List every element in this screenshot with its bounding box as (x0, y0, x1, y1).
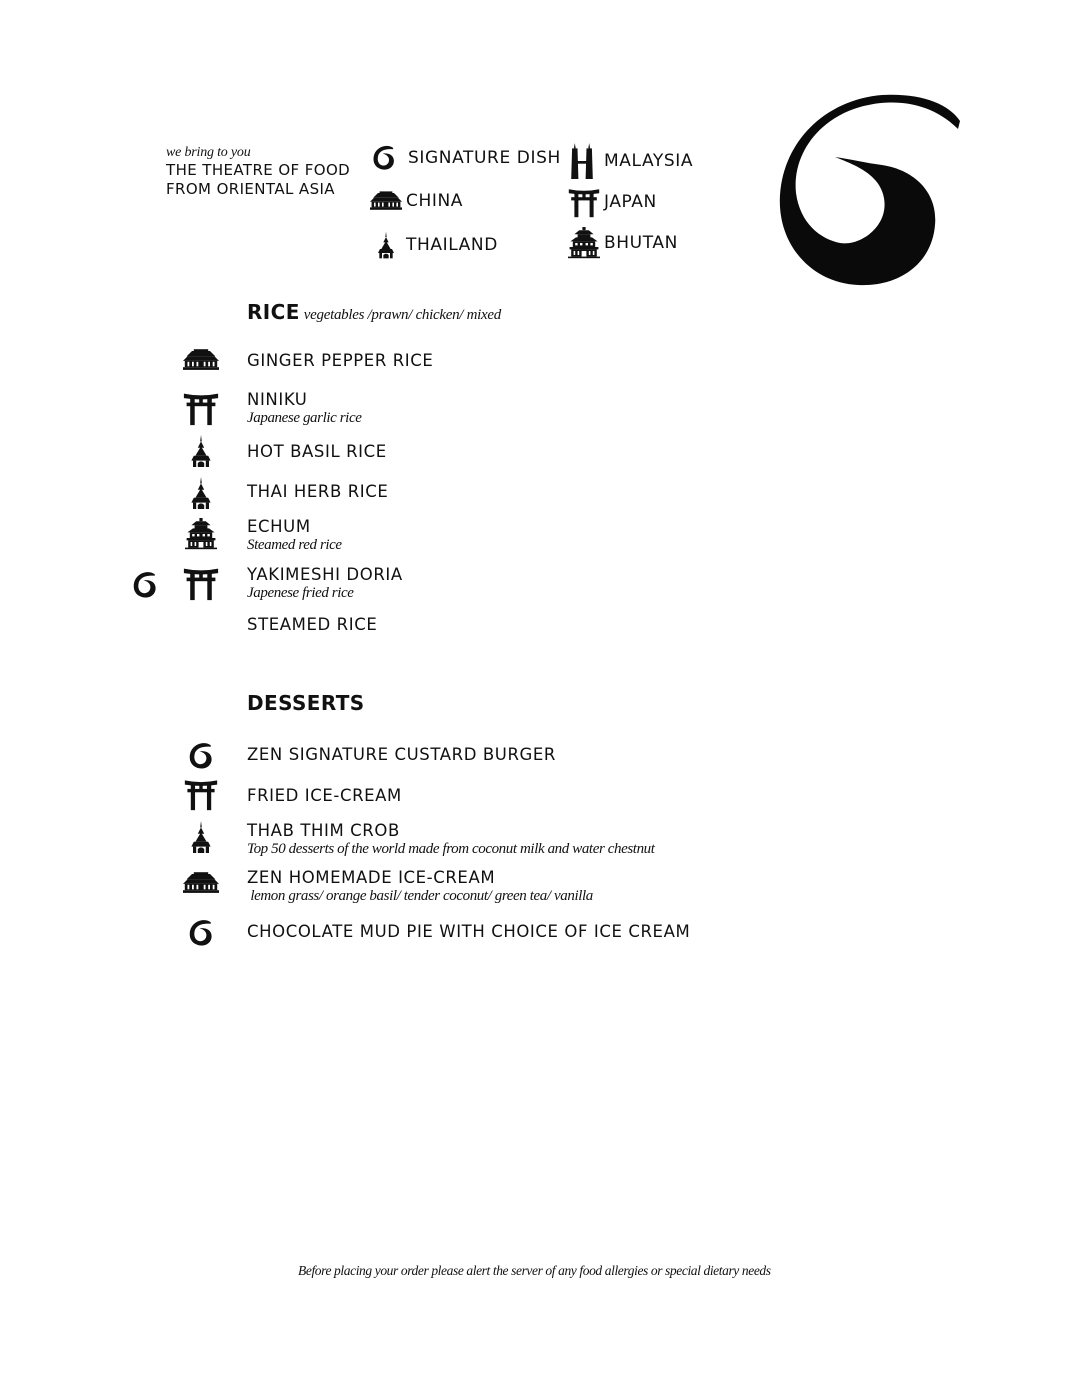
item-name: CHOCOLATE MUD PIE WITH CHOICE OF ICE CREAM (247, 922, 691, 941)
torii-gate-icon (183, 777, 219, 811)
intro-line-2: FROM ORIENTAL ASIA (166, 180, 335, 198)
item-name: STEAMED RICE (247, 615, 378, 634)
thai-temple-icon (370, 231, 402, 259)
legend-item-japan (568, 185, 657, 219)
legend-label: THAILAND (406, 235, 498, 255)
menu-item-text (247, 922, 690, 941)
menu-item-text (247, 615, 377, 634)
item-name: YAKIMESHI DORIA (247, 565, 403, 584)
bhutan-dzong-icon (185, 517, 217, 551)
menu-item-text (247, 482, 388, 501)
menu-item-text (247, 390, 361, 427)
item-name: ZEN HOMEMADE ICE-CREAM (247, 868, 496, 887)
legend-item-thailand (370, 231, 498, 259)
menu-item-text (247, 565, 403, 602)
menu-item-text (247, 351, 433, 370)
menu-item-text (247, 745, 556, 764)
intro-tagline: we bring to you (166, 145, 251, 160)
legend-label: CHINA (406, 191, 464, 211)
menu-item-text (247, 442, 387, 461)
item-name: ECHUM (247, 517, 311, 536)
item-description: Japenese fried rice (247, 585, 354, 601)
item-name: NINIKU (247, 390, 308, 409)
menu-item-text (247, 786, 402, 805)
signature-swirl-icon (370, 143, 400, 173)
torii-gate-icon (568, 185, 600, 219)
desserts-section-title: DESSERTS (247, 691, 365, 715)
chinese-palace-icon (183, 872, 219, 894)
item-description: Steamed red rice (247, 537, 342, 553)
brand-swirl-logo (770, 85, 970, 290)
legend-label: BHUTAN (604, 233, 678, 253)
torii-gate-icon (183, 565, 219, 601)
legend-item-signature (370, 143, 561, 173)
item-name: ZEN SIGNATURE CUSTARD BURGER (247, 745, 556, 764)
item-description: lemon grass/ orange basil/ tender coconut/ green tea/ vanilla (247, 888, 593, 904)
menu-item-text (247, 821, 655, 858)
allergy-note: Before placing your order please alert the server of any food allergies or special dietary needs (298, 1263, 771, 1278)
intro-line-1: THE THEATRE OF FOOD (166, 161, 351, 179)
legend-label: JAPAN (604, 192, 657, 212)
legend-label: SIGNATURE DISH (408, 148, 561, 168)
item-name: THAI HERB RICE (247, 482, 389, 501)
item-name: FRIED ICE-CREAM (247, 786, 402, 805)
chinese-palace-icon (370, 191, 402, 211)
thai-temple-icon (189, 434, 213, 468)
torii-gate-icon (183, 390, 219, 426)
intro-block (166, 145, 350, 199)
item-name: THAB THIM CROB (247, 821, 400, 840)
rice-subtitle: vegetables /prawn/ chicken/ mixed (303, 307, 501, 323)
bhutan-dzong-icon (568, 227, 600, 259)
thai-temple-icon (189, 476, 213, 510)
item-name: HOT BASIL RICE (247, 442, 387, 461)
menu-item-text (247, 868, 593, 905)
item-description: Japanese garlic rice (247, 410, 362, 426)
rice-title: RICE (247, 300, 300, 324)
item-description: Top 50 desserts of the world made from coconut milk and water chestnut (247, 841, 655, 857)
menu-item-text (247, 517, 342, 554)
item-name: GINGER PEPPER RICE (247, 351, 434, 370)
legend-item-bhutan (568, 227, 678, 259)
chinese-palace-icon (183, 349, 219, 371)
signature-swirl-icon (130, 569, 160, 599)
signature-swirl-icon (186, 917, 216, 947)
rice-section-title (247, 300, 501, 324)
legend-label: MALAYSIA (604, 151, 694, 171)
legend-item-china (370, 191, 463, 211)
legend (370, 143, 710, 268)
thai-temple-icon (189, 820, 213, 854)
legend-item-malaysia (568, 143, 693, 179)
twin-towers-icon (568, 143, 598, 179)
signature-swirl-icon (186, 740, 216, 770)
